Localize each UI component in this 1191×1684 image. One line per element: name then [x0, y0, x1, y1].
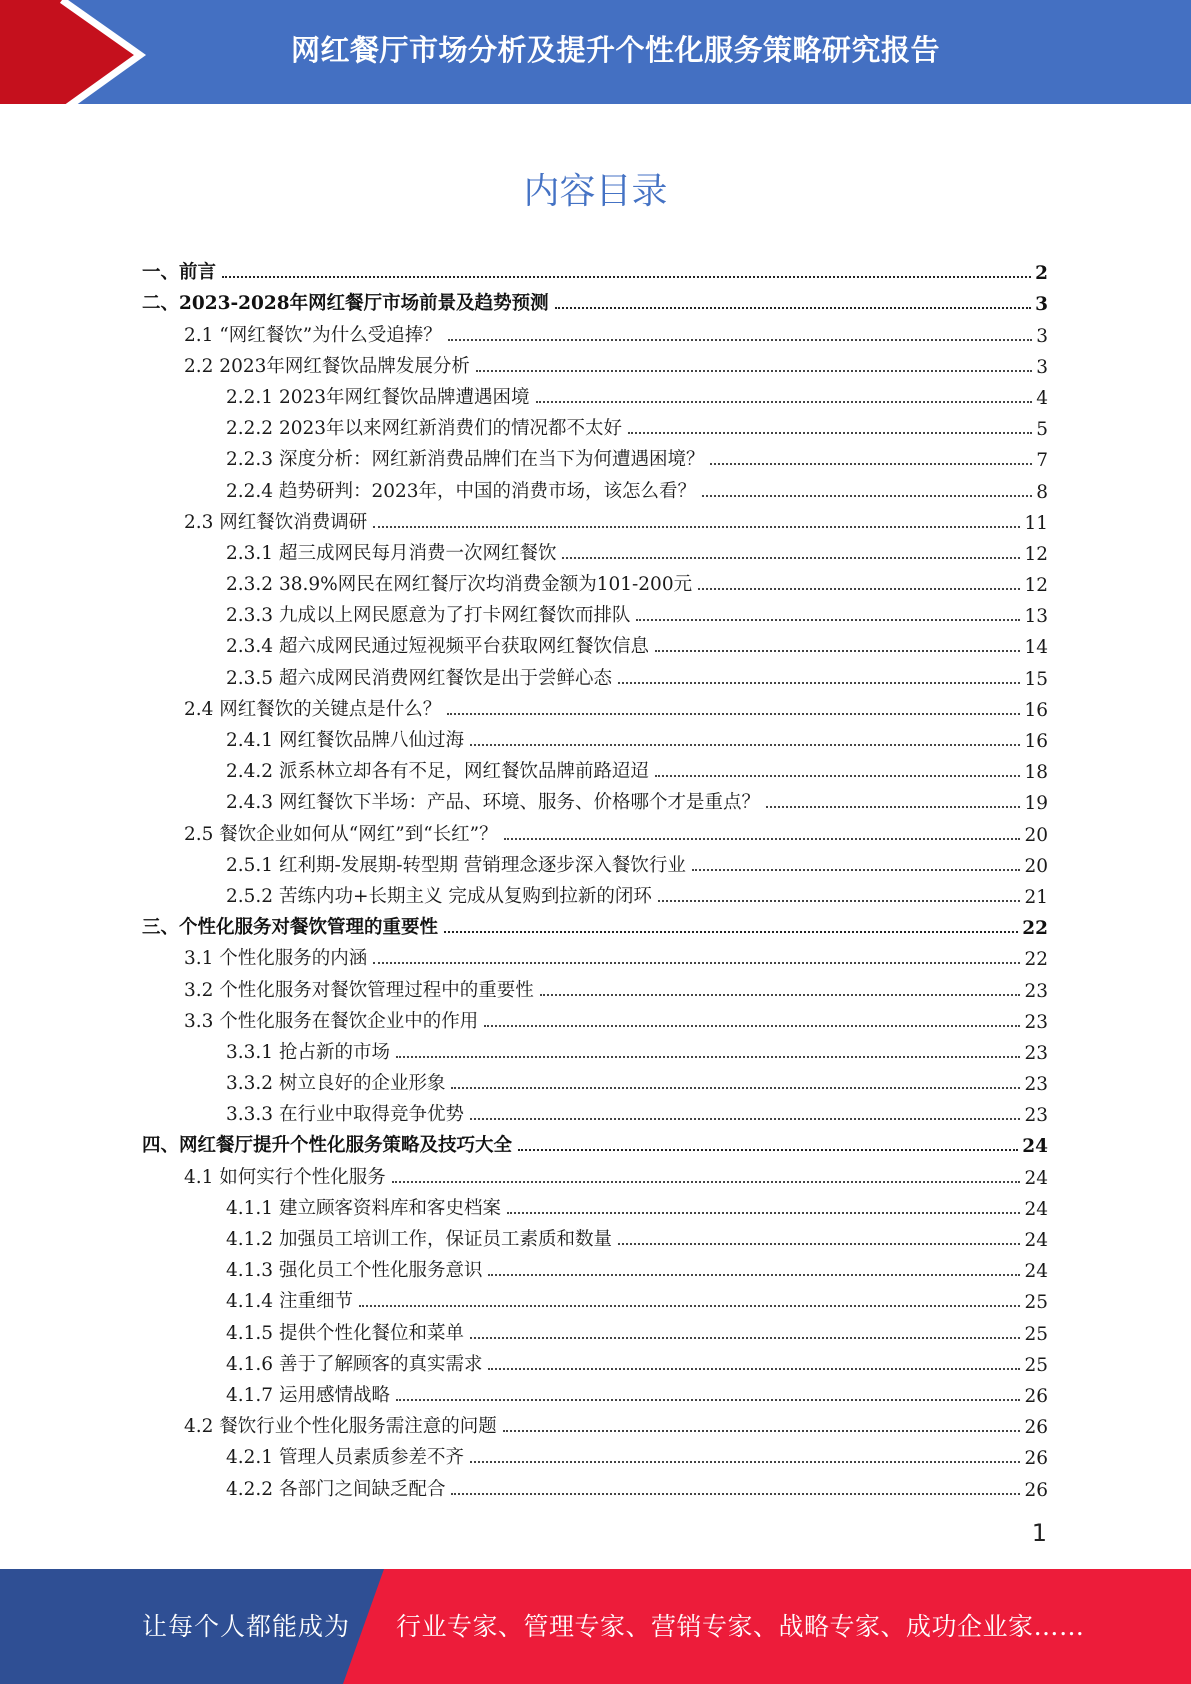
- toc-entry-label: 4.2 餐饮行业个性化服务需注意的问题: [184, 1416, 497, 1438]
- toc-entry-page: 22: [1024, 949, 1048, 971]
- toc-dot-leader: [359, 1305, 1021, 1307]
- toc-entry[interactable]: [142, 814, 1048, 845]
- toc-entry-page: 3: [1036, 325, 1048, 347]
- toc-dot-leader: [618, 682, 1020, 684]
- toc-entry-page: 23: [1024, 980, 1048, 1002]
- toc-entry[interactable]: [142, 1189, 1048, 1220]
- toc-dot-leader: [655, 650, 1020, 652]
- toc-entry-page: 25: [1024, 1323, 1048, 1345]
- toc-entry[interactable]: [142, 284, 1048, 315]
- toc-entry[interactable]: [142, 503, 1048, 534]
- toc-entry-label: 2.2 2023年网红餐饮品牌发展分析: [184, 355, 470, 377]
- toc-entry[interactable]: [142, 1095, 1048, 1126]
- toc-entry-page: 26: [1024, 1417, 1048, 1439]
- toc-entry[interactable]: [142, 721, 1048, 752]
- toc-entry-page: 11: [1024, 512, 1048, 534]
- toc-entry[interactable]: [142, 1251, 1048, 1282]
- toc-entry[interactable]: [142, 752, 1048, 783]
- toc-entry-label: 2.3 网红餐饮消费调研: [184, 511, 368, 533]
- toc-entry-label: 二、2023-2028年网红餐厅市场前景及趋势预测: [142, 293, 549, 315]
- toc-entry[interactable]: [142, 627, 1048, 658]
- toc-entry-page: 12: [1024, 575, 1048, 597]
- toc-entry-page: 8: [1036, 481, 1048, 503]
- toc-entry[interactable]: [142, 1126, 1048, 1157]
- toc-dot-leader: [488, 1368, 1020, 1370]
- toc-entry-page: 19: [1024, 793, 1048, 815]
- toc-entry-label: 2.2.3 深度分析：网红新消费品牌们在当下为何遭遇困境？: [226, 449, 705, 471]
- toc-entry-page: 15: [1024, 668, 1048, 690]
- toc-entry[interactable]: [142, 939, 1048, 970]
- toc-entry[interactable]: [142, 534, 1048, 565]
- toc-entry-page: 26: [1024, 1385, 1048, 1407]
- toc-dot-leader: [562, 557, 1020, 559]
- toc-entry-label: 2.2.4 趋势研判：2023年，中国的消费市场，该怎么看？: [226, 480, 697, 502]
- toc-entry-page: 23: [1024, 1042, 1048, 1064]
- toc-entry-page: 20: [1024, 855, 1048, 877]
- toc-dot-leader: [658, 900, 1021, 902]
- toc-dot-leader: [396, 1056, 1020, 1058]
- toc-dot-leader: [373, 526, 1020, 528]
- toc-entry[interactable]: [142, 1033, 1048, 1064]
- toc-entry-page: 23: [1024, 1011, 1048, 1033]
- toc-dot-leader: [504, 838, 1021, 840]
- toc-entry-label: 2.2.2 2023年以来网红新消费们的情况都不太好: [226, 418, 623, 440]
- toc-entry[interactable]: [142, 565, 1048, 596]
- toc-dot-leader: [540, 994, 1021, 996]
- toc-entry-page: 23: [1024, 1074, 1048, 1096]
- toc-entry-page: 14: [1024, 637, 1048, 659]
- toc-entry[interactable]: [142, 440, 1048, 471]
- toc-dot-leader: [470, 744, 1020, 746]
- toc-entry[interactable]: [142, 471, 1048, 502]
- toc-entry-page: 13: [1024, 606, 1048, 628]
- toc-dot-leader: [536, 401, 1033, 403]
- toc-entry[interactable]: [142, 315, 1048, 346]
- toc-entry[interactable]: [142, 1282, 1048, 1313]
- toc-entry[interactable]: [142, 908, 1048, 939]
- toc-entry-label: 4.1.1 建立顾客资料库和客史档案: [226, 1197, 501, 1219]
- toc-entry-page: 26: [1024, 1448, 1048, 1470]
- toc-dot-leader: [396, 1399, 1020, 1401]
- toc-entry-page: 2: [1035, 263, 1048, 285]
- toc-entry[interactable]: [142, 1313, 1048, 1344]
- page-header: [0, 0, 1191, 111]
- toc-entry-page: 3: [1035, 294, 1048, 316]
- toc-dot-leader: [698, 588, 1020, 590]
- toc-entry-label: 四、网红餐厅提升个性化服务策略及技巧大全: [142, 1135, 513, 1157]
- toc-entry-label: 4.1.6 善于了解顾客的真实需求: [226, 1353, 483, 1375]
- toc-entry[interactable]: [142, 1157, 1048, 1188]
- toc-dot-leader: [555, 307, 1031, 309]
- toc-entry[interactable]: [142, 1438, 1048, 1469]
- toc-dot-leader: [702, 495, 1032, 497]
- toc-entry-label: 3.2 个性化服务对餐饮管理过程中的重要性: [184, 979, 534, 1001]
- toc-entry[interactable]: [142, 1469, 1048, 1500]
- toc-entry[interactable]: [142, 596, 1048, 627]
- toc-dot-leader: [503, 1430, 1021, 1432]
- toc-entry[interactable]: [142, 1220, 1048, 1251]
- toc-entry-page: 4: [1036, 387, 1048, 409]
- toc-entry-label: 4.1.7 运用感情战略: [226, 1384, 390, 1406]
- toc-entry-label: 一、前言: [142, 262, 217, 284]
- toc-entry-page: 20: [1024, 824, 1048, 846]
- toc-entry-label: 2.5.1 红利期-发展期-转型期 营销理念逐步深入餐饮行业: [226, 854, 686, 876]
- footer-slogan-roles: 行业专家、管理专家、营销专家、战略专家、成功企业家……: [396, 1612, 1085, 1641]
- toc-entry-label: 4.1.4 注重细节: [226, 1291, 353, 1313]
- toc-entry[interactable]: [142, 347, 1048, 378]
- toc-entry[interactable]: [142, 1064, 1048, 1095]
- toc-entry[interactable]: [142, 877, 1048, 908]
- toc-entry-page: 7: [1036, 450, 1048, 472]
- toc-dot-leader: [636, 619, 1020, 621]
- toc-entry-label: 4.2.1 管理人员素质参差不齐: [226, 1447, 464, 1469]
- toc-entry-label: 2.1 “网红餐饮”为什么受追捧？: [184, 324, 442, 346]
- toc-entry-page: 26: [1024, 1479, 1048, 1501]
- toc-entry[interactable]: [142, 1407, 1048, 1438]
- toc-entry-label: 3.3.3 在行业中取得竞争优势: [226, 1104, 464, 1126]
- toc-entry-page: 16: [1024, 731, 1048, 752]
- toc-dot-leader: [392, 1181, 1021, 1183]
- toc-entry-label: 2.3.1 超三成网民每月消费一次网红餐饮: [226, 542, 557, 564]
- toc-dot-leader: [470, 1118, 1020, 1120]
- report-title: 网红餐厅市场分析及提升个性化服务策略研究报告: [290, 33, 940, 67]
- toc-entry[interactable]: [142, 846, 1048, 877]
- page-footer: [0, 1569, 1191, 1684]
- toc-entry[interactable]: [142, 1345, 1048, 1376]
- toc-dot-leader: [488, 1274, 1020, 1276]
- toc-entry-label: 3.3.2 树立良好的企业形象: [226, 1073, 446, 1095]
- toc-entry-page: 22: [1022, 918, 1048, 940]
- toc-dot-leader: [470, 1337, 1020, 1339]
- toc-dot-leader: [655, 775, 1020, 777]
- toc-dot-leader: [451, 1087, 1020, 1089]
- toc-entry-page: 25: [1024, 1354, 1048, 1376]
- toc-entry-page: 3: [1036, 356, 1048, 378]
- toc-dot-leader: [518, 1149, 1018, 1151]
- toc-entry-label: 4.1.3 强化员工个性化服务意识: [226, 1260, 483, 1282]
- toc-entry-label: 4.1 如何实行个性化服务: [184, 1166, 386, 1188]
- toc-entry-label: 2.4.3 网红餐饮下半场：产品、环境、服务、价格哪个才是重点？: [226, 792, 760, 814]
- toc-entry-page: 25: [1024, 1292, 1048, 1314]
- toc-dot-leader: [222, 276, 1031, 278]
- toc-entry-label: 2.5.2 苦练内功+长期主义 完成从复购到拉新的闭环: [226, 885, 652, 907]
- toc-entry-page: 5: [1036, 419, 1048, 441]
- toc-dot-leader: [373, 962, 1020, 964]
- page-number: 1: [1031, 1519, 1047, 1547]
- toc-dot-leader: [447, 713, 1020, 715]
- toc-entry[interactable]: [142, 658, 1048, 689]
- toc-entry-label: 2.5 餐饮企业如何从“网红”到“长红”？: [184, 823, 498, 845]
- toc-entry[interactable]: [142, 783, 1048, 814]
- toc-entry-label: 2.4 网红餐饮的关键点是什么？: [184, 698, 442, 720]
- toc-entry[interactable]: [142, 1376, 1048, 1407]
- toc-entry[interactable]: [142, 970, 1048, 1001]
- toc-entry[interactable]: [142, 409, 1048, 440]
- toc-entry-label: 4.1.5 提供个性化餐位和菜单: [226, 1322, 464, 1344]
- toc-entry-label: 2.2.1 2023年网红餐饮品牌遭遇困境: [226, 386, 530, 408]
- toc-entry-page: 12: [1024, 543, 1048, 565]
- toc-entry-page: 24: [1024, 1167, 1048, 1189]
- toc-dot-leader: [451, 1493, 1020, 1495]
- toc-entry-label: 2.3.2 38.9%网民在网红餐厅次均消费金额为101-200元: [226, 574, 693, 596]
- toc-entry-page: 24: [1022, 1136, 1048, 1158]
- toc-entry-page: 24: [1024, 1230, 1048, 1251]
- toc-entry-label: 3.3.1 抢占新的市场: [226, 1041, 390, 1063]
- toc-entry[interactable]: [142, 690, 1048, 721]
- toc-entry-label: 4.1.2 加强员工培训工作，保证员工素质和数量: [226, 1229, 612, 1250]
- toc-heading: 内容目录: [523, 171, 668, 212]
- toc-entry-label: 3.1 个性化服务的内涵: [184, 948, 368, 970]
- toc-dot-leader: [618, 1243, 1020, 1245]
- toc-entry-label: 2.4.1 网红餐饮品牌八仙过海: [226, 730, 464, 751]
- toc-entry-label: 2.3.4 超六成网民通过短视频平台获取网红餐饮信息: [226, 636, 649, 658]
- toc-dot-leader: [484, 1025, 1020, 1027]
- toc-entry[interactable]: [142, 378, 1048, 409]
- footer-slogan-lead: 让每个人都能成为: [142, 1612, 351, 1641]
- toc-dot-leader: [766, 806, 1020, 808]
- toc-entry-page: 24: [1024, 1198, 1048, 1220]
- toc-dot-leader: [710, 463, 1032, 465]
- toc-entry-label: 3.3 个性化服务在餐饮企业中的作用: [184, 1010, 479, 1032]
- table-of-contents: [142, 253, 1048, 1501]
- toc-entry-label: 三、个性化服务对餐饮管理的重要性: [142, 917, 439, 939]
- toc-dot-leader: [692, 869, 1021, 871]
- toc-dot-leader: [470, 1461, 1020, 1463]
- toc-entry-label: 2.3.5 超六成网民消费网红餐饮是出于尝鲜心态: [226, 667, 612, 689]
- toc-dot-leader: [448, 339, 1033, 341]
- toc-dot-leader: [476, 370, 1032, 372]
- toc-entry[interactable]: [142, 253, 1048, 284]
- toc-entry-page: 23: [1024, 1105, 1048, 1127]
- toc-entry-page: 21: [1024, 886, 1048, 908]
- toc-entry-page: 24: [1024, 1261, 1048, 1283]
- toc-entry-page: 18: [1024, 762, 1048, 784]
- toc-dot-leader: [507, 1212, 1020, 1214]
- toc-dot-leader: [444, 931, 1018, 933]
- toc-dot-leader: [628, 432, 1032, 434]
- toc-entry-label: 2.4.2 派系林立却各有不足，网红餐饮品牌前路迢迢: [226, 761, 649, 783]
- toc-entry-label: 4.2.2 各部门之间缺乏配合: [226, 1478, 446, 1500]
- toc-entry-page: 16: [1024, 699, 1048, 721]
- toc-entry-label: 2.3.3 九成以上网民愿意为了打卡网红餐饮而排队: [226, 605, 631, 627]
- toc-entry[interactable]: [142, 1002, 1048, 1033]
